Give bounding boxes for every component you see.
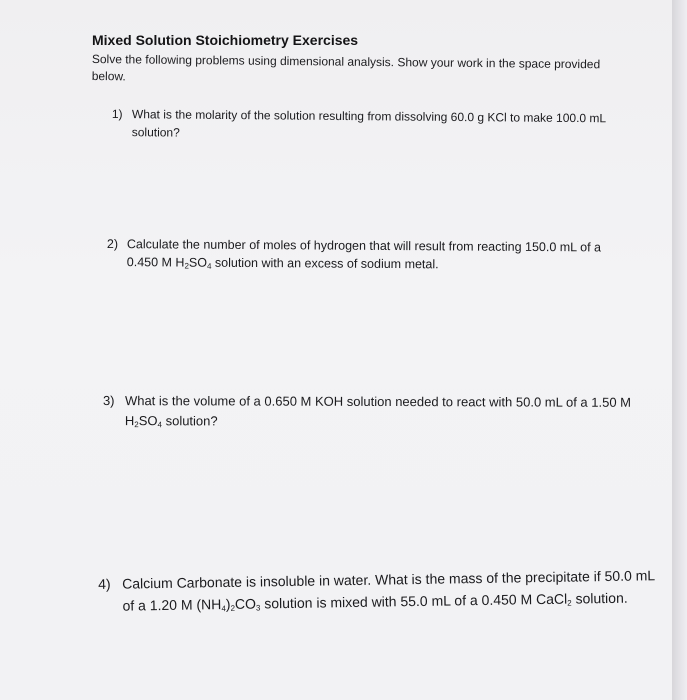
question-2 (107, 235, 627, 275)
question-number: 2) (106, 236, 119, 252)
page-edge-shadow (672, 0, 687, 700)
question-3 (103, 391, 643, 433)
question-number: 1) (111, 106, 123, 122)
worksheet-title: Mixed Solution Stoichiometry Exercises (92, 32, 359, 48)
question-1 (112, 105, 612, 145)
question-text: Calculate the number of moles of hydrogen that will result from reacting 150.0 mL of a 0.450 M $H_2SO_4$ solution with an excess of sodium metal. (126, 237, 602, 272)
question-number: 4) (98, 575, 111, 592)
question-number: 3) (102, 393, 115, 409)
instructions: Solve the following problems using dimensional analysis. Show your work in the space provided below. (91, 51, 601, 84)
question-text: What is the volume of a 0.650 M KOH solution needed to react with 50.0 mL of a 1.50 M $H_2SO_4$ solution? (124, 393, 632, 430)
question-text: What is the molarity of the solution resulting from dissolving 60.0 g KCl to make 100.0 mL solution? (131, 107, 606, 140)
question-4 (98, 564, 659, 617)
question-text: Calcium Carbonate is insoluble in water. What is the mass of the precipitate if 50.0 mL of a 1.20 M $(NH_4)_2CO_3$ solution is mixed with 55.0 mL of a 0.450 M CaCl$_2$ solution. (122, 567, 655, 614)
